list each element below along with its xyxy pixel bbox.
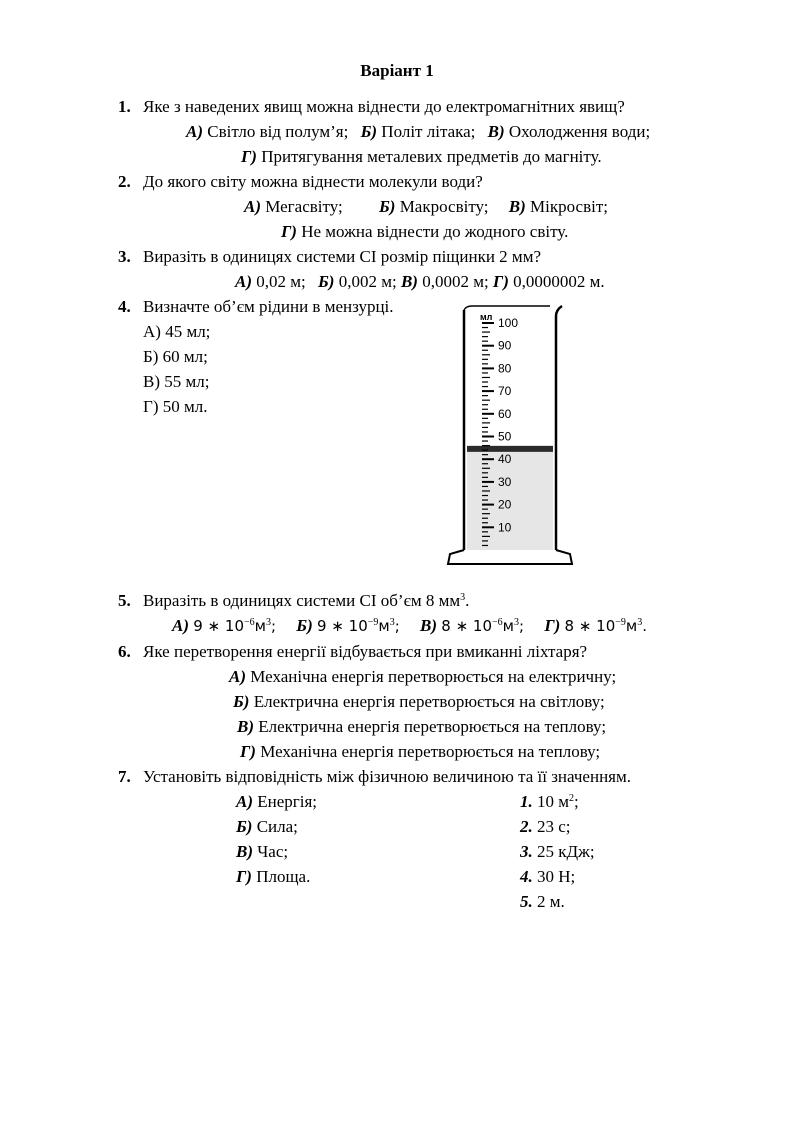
item-label: 3.: [520, 842, 533, 861]
item-text: Енергія;: [257, 792, 318, 811]
question-6-option-d: [240, 739, 600, 764]
unit: м: [502, 617, 514, 635]
option-text: 0,0002 м;: [422, 272, 489, 291]
question-text: Визначте об’єм рідини в мензурці.: [143, 297, 394, 316]
option-label: Б): [296, 616, 313, 635]
match-right-item: [520, 789, 579, 814]
option-label: Г): [240, 742, 256, 761]
option-text: Механічна енергія перетворюється на електричну;: [250, 667, 617, 686]
question-1-options-row-2: [241, 144, 602, 169]
scale-label: 50: [498, 429, 512, 444]
option-label: А): [229, 667, 246, 686]
option-text: 8 ∗ 10: [441, 617, 493, 635]
exponent: −6: [492, 617, 503, 628]
unit-label: мл: [480, 312, 493, 322]
question-number: 4.: [118, 297, 131, 316]
match-right-item: [520, 864, 575, 889]
punct: .: [642, 617, 647, 635]
question-2: [118, 169, 718, 194]
scale-label: 90: [498, 338, 512, 353]
question-1: [118, 94, 718, 119]
cylinder-base: [448, 550, 572, 564]
superscript: 2: [569, 793, 575, 804]
question-text: Яке перетворення енергії відбувається при вмиканні ліхтаря?: [143, 642, 588, 661]
question-text: Виразіть в одиницях системи СІ об’єм 8 мм: [143, 591, 461, 610]
option-text: 0,02 м;: [256, 272, 306, 291]
option-text: Охолодження води;: [508, 122, 651, 141]
option-label: Г): [241, 147, 257, 166]
option-text: 9 ∗ 10: [317, 617, 368, 635]
item-text: Сила;: [256, 817, 298, 836]
scale-label: 40: [498, 452, 512, 467]
option-text: Електрична енергія перетворюється на світлову;: [253, 692, 605, 711]
option-text: 0,002 м;: [338, 272, 397, 291]
liquid-meniscus: [467, 446, 553, 452]
option-label: Г): [281, 222, 297, 241]
item-label: Б): [236, 817, 253, 836]
option-label: В): [420, 616, 438, 635]
unit-exponent: 3: [265, 617, 271, 628]
unit: м: [254, 617, 266, 635]
question-text: До якого світу можна віднести молекули води?: [143, 172, 483, 191]
question-6-option-a: [229, 664, 616, 689]
option-text: Механічна енергія перетворюється на теплову;: [260, 742, 601, 761]
unit-exponent: 3: [514, 617, 519, 628]
item-text: 2 м.: [537, 892, 565, 911]
option-d: Г) 50 мл.: [143, 397, 208, 416]
option-label: В): [400, 272, 418, 291]
item-label: 1.: [520, 792, 533, 811]
option-text: 0,0000002 м.: [513, 272, 605, 291]
match-left-item: [236, 814, 298, 839]
punct: ;: [270, 617, 277, 635]
item-text: Час;: [257, 842, 289, 861]
item-text: 10 м: [537, 792, 570, 811]
scale-label: 20: [498, 497, 512, 512]
question-2-options-row-2: [281, 219, 568, 244]
option-label: В): [487, 122, 505, 141]
question-number: 3.: [118, 247, 131, 266]
option-label: Б): [360, 122, 378, 141]
item-text: 25 кДж;: [537, 842, 595, 861]
superscript: 3: [460, 592, 466, 603]
exponent: −9: [367, 617, 379, 628]
scale-label: 80: [498, 361, 512, 376]
item-label: Г): [236, 867, 252, 886]
question-2-options-row-1: [244, 194, 608, 219]
unit-exponent: 3: [637, 617, 643, 628]
unit-exponent: 3: [389, 617, 395, 628]
question-text: Виразіть в одиницях системи СІ розмір піщинки 2 мм?: [143, 247, 541, 266]
option-label: Б): [317, 272, 335, 291]
option-text: Мікросвіт;: [530, 197, 609, 216]
item-text: 23 с;: [537, 817, 571, 836]
scale-label: 30: [498, 474, 512, 489]
option-label: В): [508, 197, 526, 216]
option-label: Б): [233, 692, 250, 711]
option-label: Б): [378, 197, 396, 216]
option-text: Політ літака;: [381, 122, 476, 141]
option-label: Г): [544, 616, 561, 635]
unit: м: [378, 617, 390, 635]
question-5: [118, 588, 718, 613]
scale-label: 70: [498, 384, 512, 399]
option-label: А): [186, 122, 203, 141]
option-text: Мегасвіту;: [265, 197, 343, 216]
cylinder-rim: [464, 306, 550, 310]
match-left-item: [236, 789, 317, 814]
option-label: В): [237, 717, 254, 736]
question-number: 2.: [118, 172, 131, 191]
question-6: [118, 639, 718, 664]
option-label: А): [235, 272, 252, 291]
option-text: Не можна віднести до жодного світу.: [301, 222, 569, 241]
match-right-item: [520, 839, 595, 864]
item-label: 4.: [520, 867, 533, 886]
item-label: 5.: [520, 892, 533, 911]
question-3-options: [235, 269, 605, 294]
question-number: 6.: [118, 642, 131, 661]
item-text: 30 Н;: [537, 867, 576, 886]
scale-label: 10: [498, 520, 512, 535]
question-5-options: [172, 613, 647, 639]
punct: ;: [394, 617, 400, 635]
option-label: А): [244, 197, 261, 216]
scale-label: 60: [498, 406, 512, 421]
option-text: Світло від полум’я;: [207, 122, 349, 141]
option-text: 9 ∗ 10: [193, 617, 244, 635]
punct: ;: [574, 792, 579, 811]
question-number: 5.: [118, 591, 131, 610]
option-text: Електрична енергія перетворюється на теплову;: [258, 717, 607, 736]
item-label: А): [236, 792, 253, 811]
unit: м: [625, 617, 638, 635]
option-a: А) 45 мл;: [143, 322, 211, 341]
option-label: Г): [492, 272, 509, 291]
page-title: Варіант 1: [360, 61, 434, 80]
punct: ;: [519, 617, 525, 635]
question-3: [118, 244, 718, 269]
question-6-option-c: [237, 714, 606, 739]
item-label: В): [236, 842, 253, 861]
option-label: А): [172, 616, 189, 635]
question-number: 7.: [118, 767, 131, 786]
scale-label: 100: [498, 316, 519, 330]
measuring-cylinder-drawing: [442, 302, 578, 568]
question-7: [118, 764, 718, 789]
option-text: 8 ∗ 10: [564, 617, 616, 635]
question-6-option-b: [233, 689, 605, 714]
match-left-item: [236, 839, 288, 864]
option-text: Притягування металевих предметів до магніту.: [261, 147, 602, 166]
option-text: Макросвіту;: [399, 197, 489, 216]
exponent: −9: [615, 617, 626, 628]
question-text-end: .: [465, 591, 470, 610]
question-4: [118, 294, 718, 319]
item-text: Площа.: [256, 867, 311, 886]
exponent: −6: [244, 617, 255, 628]
measuring-cylinder: [442, 302, 578, 568]
item-label: 2.: [520, 817, 533, 836]
match-left-item: [236, 864, 310, 889]
option-c: В) 55 мл;: [143, 372, 210, 391]
question-text: Установіть відповідність між фізичною величиною та її значенням.: [143, 767, 631, 786]
question-text: Яке з наведених явищ можна віднести до електромагнітних явищ?: [143, 97, 625, 116]
option-b: Б) 60 мл;: [143, 347, 208, 366]
match-right-item: [520, 814, 571, 839]
question-1-options-row-1: [186, 119, 650, 144]
match-right-item: [520, 889, 565, 914]
question-number: 1.: [118, 97, 131, 116]
